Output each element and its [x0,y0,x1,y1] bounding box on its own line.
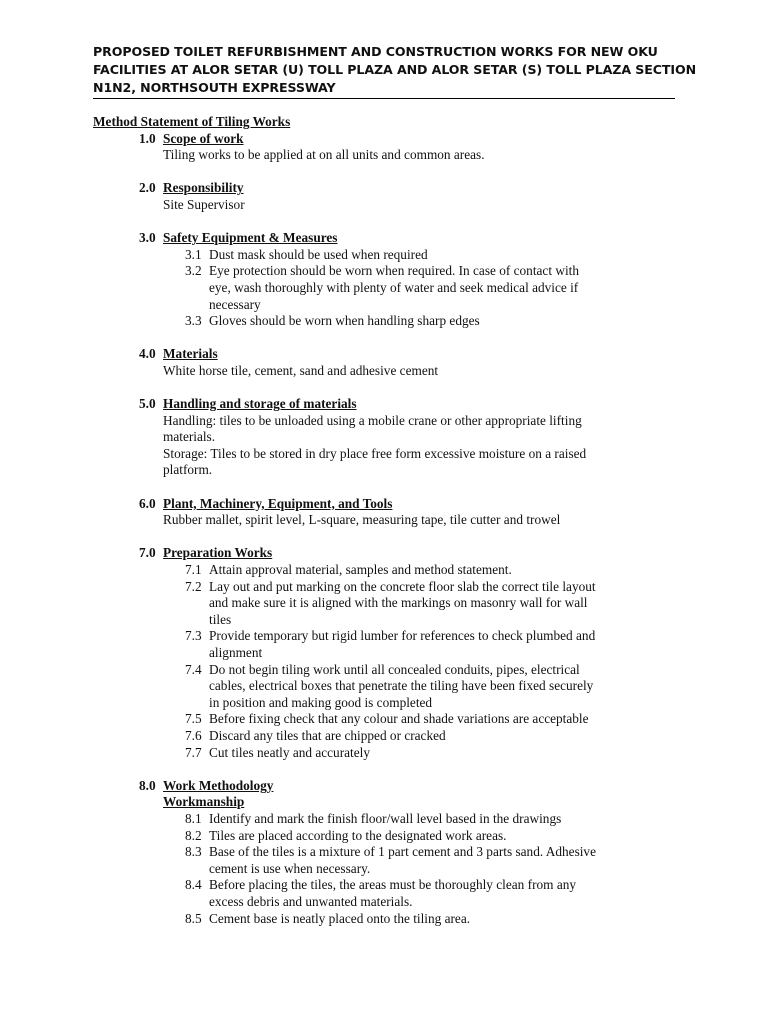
list-item [0,828,768,845]
section-text: materials. [163,429,216,445]
header-line: FACILITIES AT ALOR SETAR (U) TOLL PLAZA AND ALOR SETAR (S) TOLL PLAZA SECTION [93,62,697,77]
item-number: 7.3 [185,628,202,644]
item-text-continued: cement is use when necessary. [209,860,371,876]
list-item [0,662,768,679]
item-text-continued: necessary [209,296,261,312]
item-text: Before placing the tiles, the areas must be thoroughly clean from any [209,877,577,893]
section-heading [0,396,768,413]
section-title: Responsibility [163,180,244,196]
item-text: Discard any tiles that are chipped or cracked [209,727,446,743]
list-item [0,247,768,264]
item-number: 7.4 [185,661,202,677]
item-number: 3.2 [185,263,202,279]
list-item [0,877,768,894]
section-title: Materials [163,346,218,362]
item-text: Dust mask should be used when required [209,246,428,262]
item-number: 7.2 [185,578,202,594]
section-heading [0,180,768,197]
item-text: Cut tiles neatly and accurately [209,744,370,760]
section-text: Handling: tiles to be unloaded using a mobile crane or other appropriate lifting [163,412,582,428]
section-title: Handling and storage of materials [163,396,357,412]
section-text: Tiling works to be applied at on all units and common areas. [163,147,485,163]
section-number: 5.0 [139,396,156,412]
item-number: 8.4 [185,877,202,893]
section-heading [0,496,768,513]
list-item [0,844,768,861]
section-number: 4.0 [139,346,156,362]
item-text: Lay out and put marking on the concrete floor slab the correct tile layout [209,578,596,594]
list-item [0,628,768,645]
list-item [0,263,768,280]
document-body [0,114,768,927]
section-number: 7.0 [139,545,156,561]
section-text: White horse tile, cement, sand and adhesive cement [163,362,439,378]
item-text-continued: eye, wash thoroughly with plenty of water and seek medical advice if [209,279,579,295]
item-number: 8.2 [185,827,202,843]
item-text: Provide temporary but rigid lumber for references to check plumbed and [209,628,596,644]
document-title: Method Statement of Tiling Works [93,114,291,129]
section-number: 8.0 [139,777,156,793]
list-item [0,562,768,579]
section-subtitle: Workmanship [163,794,245,810]
item-text: Base of the tiles is a mixture of 1 part cement and 3 parts sand. Adhesive [209,844,596,860]
item-text-continued: tiles [209,611,232,627]
list-item [0,711,768,728]
section-spacer [0,380,768,397]
section-spacer [0,529,768,546]
item-number: 3.3 [185,313,202,329]
header-line: N1N2, NORTHSOUTH EXPRESSWAY [93,80,336,95]
section-title: Work Methodology [163,777,274,793]
section-title: Plant, Machinery, Equipment, and Tools [163,495,393,511]
item-text: Gloves should be worn when handling sharp edges [209,313,480,329]
section-heading [0,778,768,795]
section-text: platform. [163,462,213,478]
item-text-continued: in position and making good is completed [209,694,433,710]
section-heading [0,131,768,148]
section-number: 3.0 [139,230,156,246]
item-text: Identify and mark the finish floor/wall level based in the drawings [209,810,562,826]
list-item [0,579,768,596]
item-text: Attain approval material, samples and method statement. [209,562,512,578]
section-spacer [0,214,768,231]
item-text: Cement base is neatly placed onto the tiling area. [209,910,471,926]
list-item [0,811,768,828]
section-title: Scope of work [163,130,244,146]
header-divider [93,98,675,99]
item-number: 8.3 [185,844,202,860]
section-spacer [0,479,768,496]
section-title: Safety Equipment & Measures [163,230,338,246]
item-number: 3.1 [185,246,202,262]
item-text: Eye protection should be worn when required. In case of contact with [209,263,579,279]
item-number: 7.7 [185,744,202,760]
section-number: 1.0 [139,130,156,146]
section-text: Site Supervisor [163,196,245,212]
item-text-continued: alignment [209,645,263,660]
item-text: Before fixing check that any colour and shade variations are acceptable [209,711,589,727]
list-item [0,745,768,762]
section-number: 2.0 [139,180,156,196]
header-line: PROPOSED TOILET REFURBISHMENT AND CONSTRUCTION WORKS FOR NEW OKU [93,44,658,59]
section-spacer [0,761,768,778]
item-text-continued: excess debris and unwanted materials. [209,893,413,909]
item-number: 7.5 [185,711,202,727]
section-text: Rubber mallet, spirit level, L-square, measuring tape, tile cutter and trowel [163,512,561,528]
list-item [0,728,768,745]
document-header [93,43,697,97]
section-title: Preparation Works [163,545,273,561]
section-number: 6.0 [139,495,156,511]
list-item [0,911,768,928]
item-text-continued: cables, electrical boxes that penetrate the tiling have been fixed securely [209,678,594,694]
section-heading [0,545,768,562]
section-spacer [0,164,768,181]
section-heading [0,346,768,363]
section-heading [0,230,768,247]
item-number: 8.5 [185,910,202,926]
section-text: Storage: Tiles to be stored in dry place free form excessive moisture on a raised [163,445,587,461]
section-spacer [0,330,768,347]
item-text: Do not begin tiling work until all concealed conduits, pipes, electrical [209,661,580,677]
item-number: 7.1 [185,562,202,578]
list-item [0,313,768,330]
item-text-continued: and make sure it is aligned with the markings on masonry wall for wall [209,595,588,611]
item-text: Tiles are placed according to the designated work areas. [209,827,507,843]
item-number: 8.1 [185,810,202,826]
item-number: 7.6 [185,727,202,743]
